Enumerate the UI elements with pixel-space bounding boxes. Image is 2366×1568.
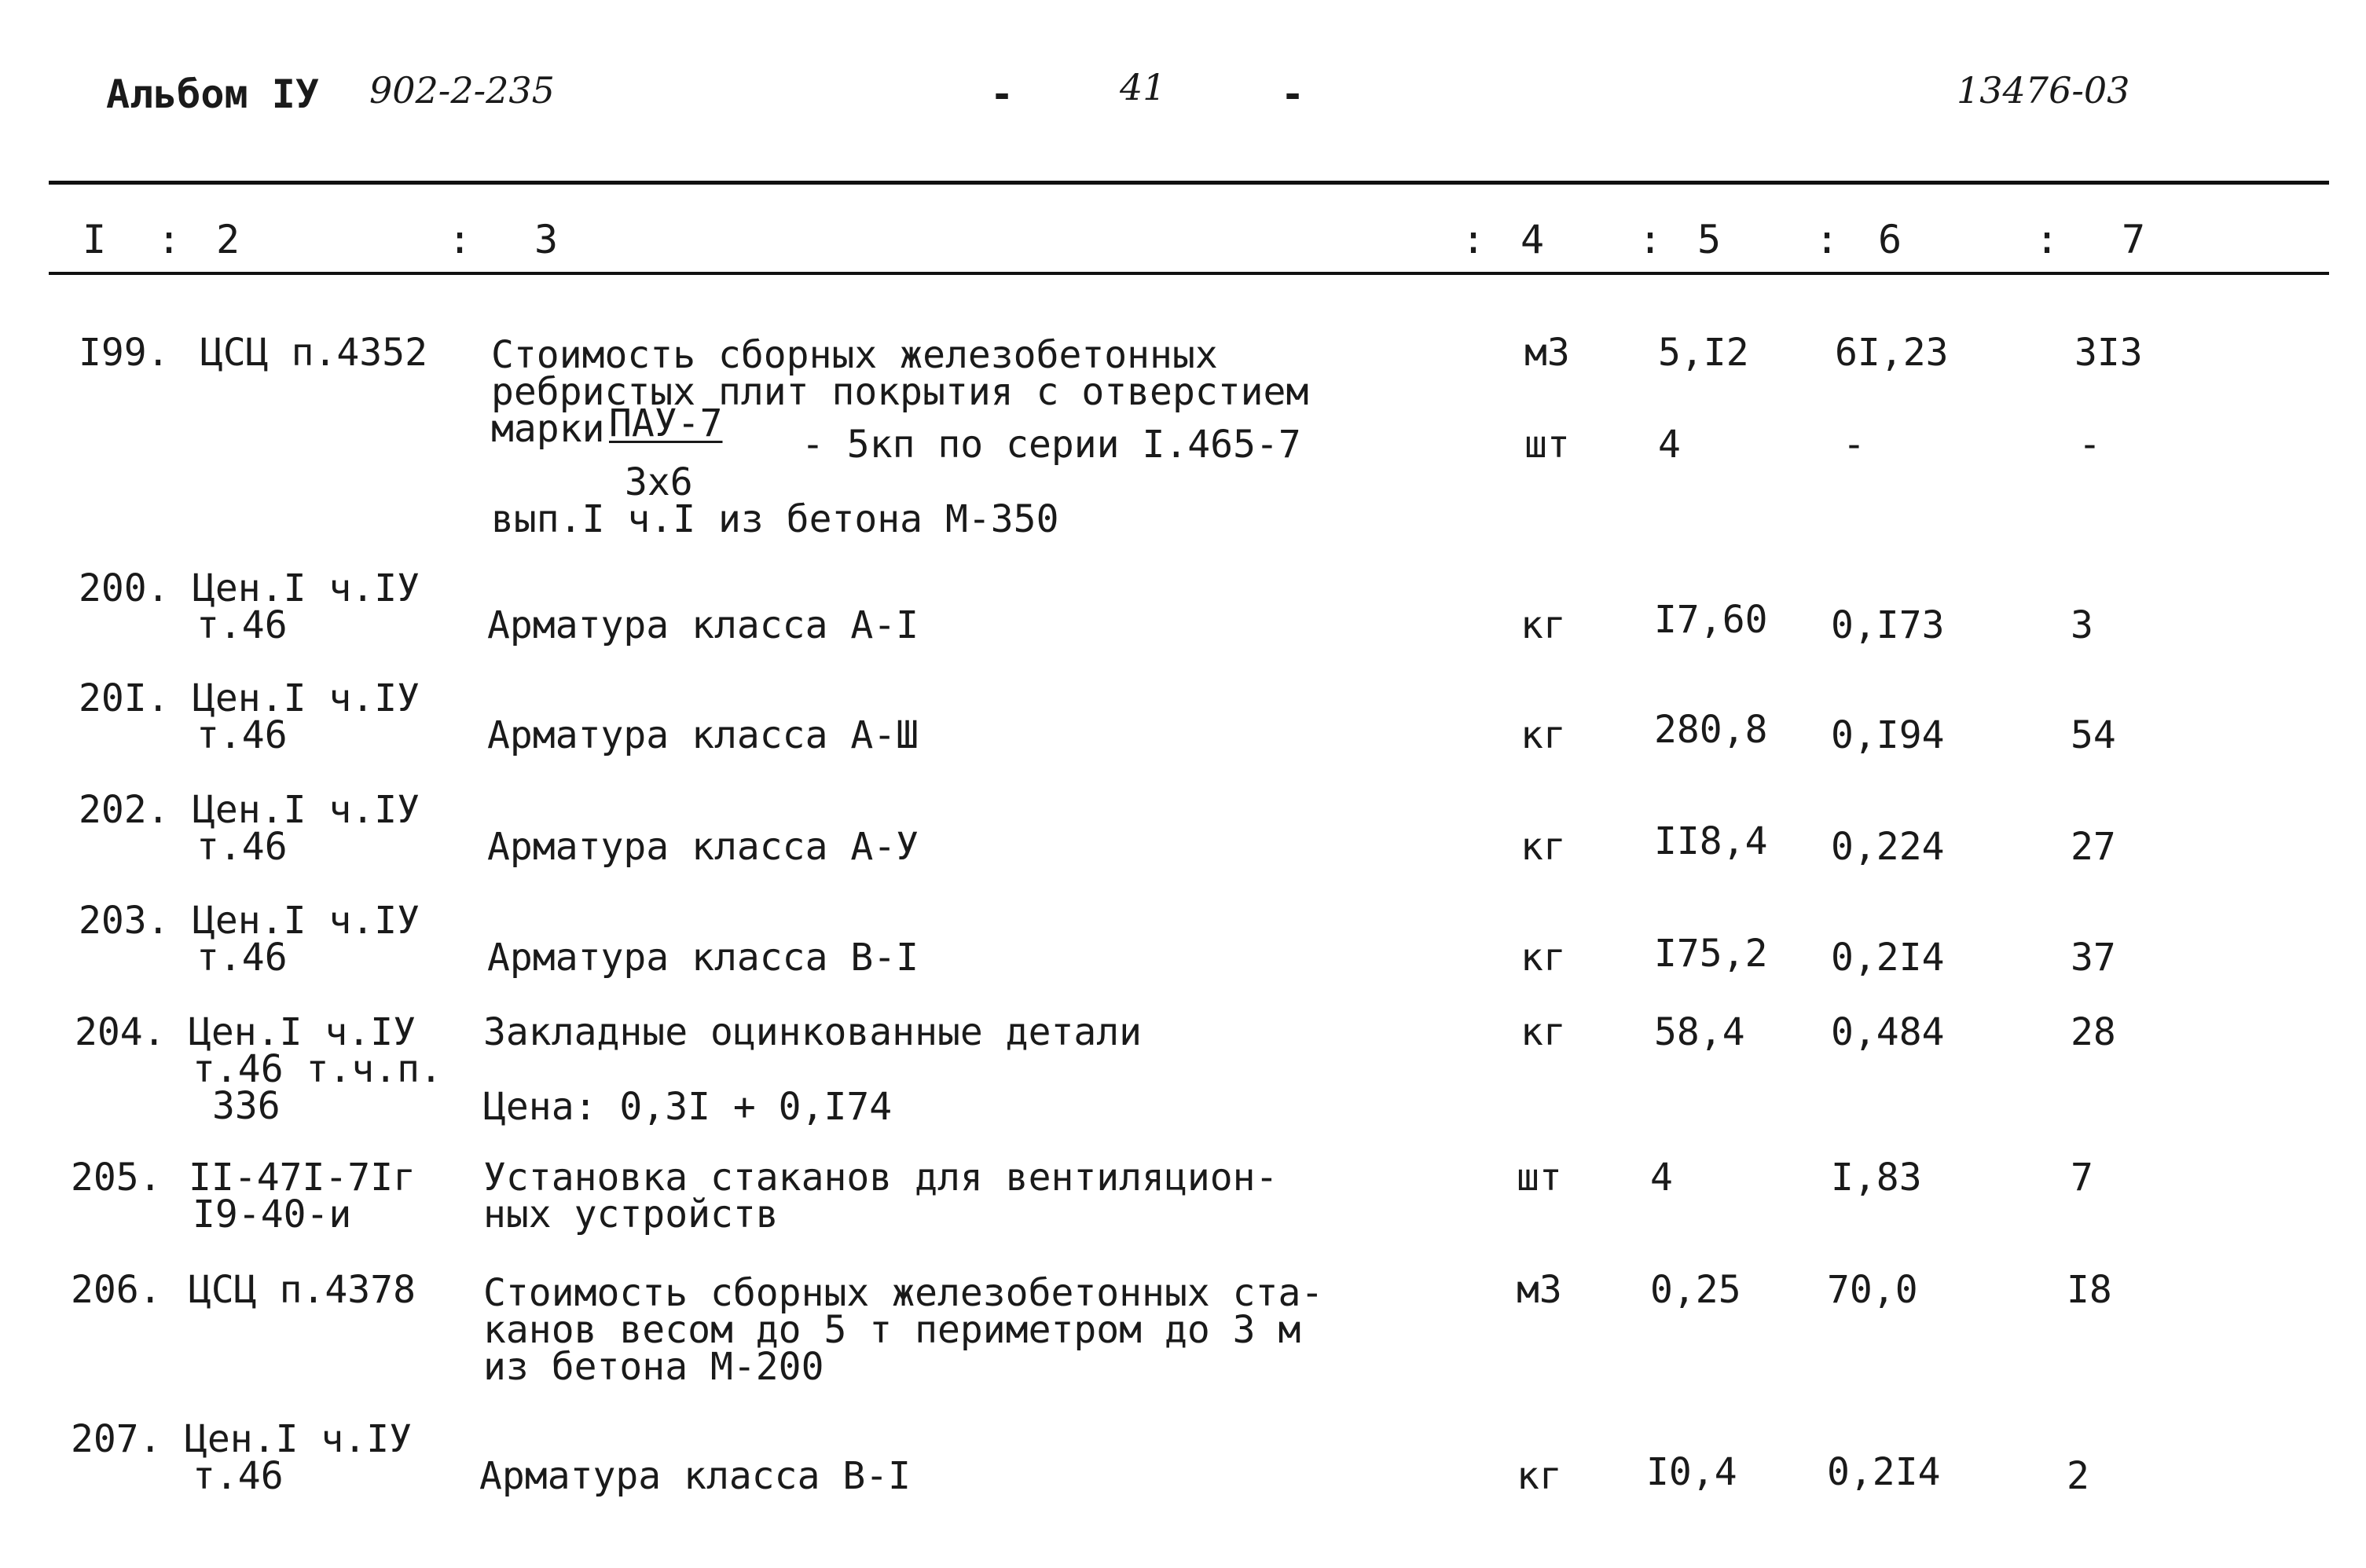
row-desc: Стоимость сборных железобетонных [491,333,1218,377]
row-qty: 58,4 [1654,1010,1745,1054]
row-total: I8 [2067,1268,2112,1312]
row-desc: Цена: 0,3I + 0,I74 [483,1085,893,1129]
row-price: - [1843,423,1865,467]
page-dash-right: - [1281,71,1305,117]
row-price: 0,224 [1831,825,1945,869]
row-price: 0,2I4 [1827,1450,1941,1494]
row-number: 205. [71,1156,162,1200]
col-sep: : [1815,217,1840,262]
row-number: 206. [71,1268,162,1312]
row-code: Цен.I ч.IУ [193,788,420,832]
row-desc: марки [491,407,605,451]
album-label: Альбом IУ [106,71,319,117]
row-number: 203. [79,899,170,943]
row-price: 0,I73 [1831,603,1945,647]
page-dash-left: - [990,71,1014,117]
row-code: Цен.I ч.IУ [185,1417,412,1461]
col-sep: : [1462,217,1486,262]
row-desc: из бетона М-200 [483,1345,824,1389]
row-code: т.46 [196,713,288,757]
row-desc-mark: ПАУ-7 [609,401,723,445]
page-number: 41 [1120,66,1166,108]
row-price: I,83 [1831,1156,1922,1200]
row-number: 20I. [79,676,170,720]
row-desc: ных устройств [483,1192,779,1236]
row-total: 3 [2071,603,2093,647]
row-total: 37 [2071,936,2116,980]
row-code: т.46 [196,603,288,647]
header-rule [49,272,2329,275]
col-sep: : [1638,217,1663,262]
row-number: 202. [79,788,170,832]
row-desc: Арматура класса А-У [487,825,919,869]
row-total: - [2078,423,2101,467]
row-qty: I7,60 [1654,598,1768,642]
row-desc: Закладные оцинкованные детали [483,1010,1143,1054]
row-desc: Арматура класса В-I [479,1454,912,1498]
row-desc: Арматура класса А-I [487,603,919,647]
row-qty: 4 [1658,423,1681,467]
col-head-3: 3 [534,217,559,262]
row-code: ЦСЦ п.4378 [189,1268,416,1312]
row-desc: Стоимость сборных железобетонных ста- [483,1271,1324,1315]
row-desc: канов весом до 5 т периметром до 3 м [483,1308,1301,1352]
row-code: т.46 т.ч.п. [193,1047,442,1091]
row-desc-fraction: 3х6 [625,460,693,504]
row-total: 28 [2071,1010,2116,1054]
col-sep: : [448,217,472,262]
col-head-1: I [83,217,107,262]
row-desc: - 5кп по серии I.465-7 [802,423,1301,467]
col-head-6: 6 [1878,217,1902,262]
row-code: т.46 [196,825,288,869]
col-head-7: 7 [2122,217,2146,262]
col-head-2: 2 [216,217,240,262]
row-total: 2 [2067,1454,2089,1498]
row-desc: ребристых плит покрытия с отверстием [491,370,1309,414]
row-total: 3I3 [2074,331,2143,375]
row-price: 0,I94 [1831,713,1945,757]
row-desc: Установка стаканов для вентиляцион- [483,1156,1278,1200]
row-qty: I75,2 [1654,932,1768,976]
row-unit: кг [1520,603,1566,647]
row-price: 0,484 [1831,1010,1945,1054]
row-code: т.46 [196,936,288,980]
row-unit: кг [1517,1454,1562,1498]
row-number: I99. [79,331,170,375]
row-desc: Арматура класса В-I [487,936,919,980]
row-unit: м3 [1524,331,1570,375]
row-unit: кг [1520,825,1566,869]
row-price: 0,2I4 [1831,936,1945,980]
row-unit: кг [1520,936,1566,980]
row-number: 200. [79,566,170,610]
row-qty: 280,8 [1654,708,1768,752]
row-code: Цен.I ч.IУ [189,1010,416,1054]
row-price: 70,0 [1827,1268,1918,1312]
row-unit: шт [1524,423,1570,467]
col-head-4: 4 [1520,217,1545,262]
row-code: ЦСЦ п.4352 [200,331,427,375]
row-qty: 5,I2 [1658,331,1749,375]
row-qty: II8,4 [1654,819,1768,863]
row-code: т.46 [193,1454,284,1498]
row-number: 207. [71,1417,162,1461]
top-rule [49,181,2329,185]
row-qty: I0,4 [1646,1450,1737,1494]
row-desc: вып.I ч.I из бетона М-350 [491,497,1059,541]
series-number: 902-2-235 [369,69,555,112]
col-head-5: 5 [1697,217,1722,262]
document-number: 13476-03 [1957,69,2130,112]
row-unit: кг [1520,713,1566,757]
row-total: 7 [2071,1156,2093,1200]
row-code: Цен.I ч.IУ [193,566,420,610]
row-price: 6I,23 [1835,331,1949,375]
row-unit: кг [1520,1010,1566,1054]
row-desc: Арматура класса А-Ш [487,713,919,757]
row-code: II-47I-7Iг [189,1156,416,1200]
col-sep: : [2035,217,2060,262]
col-sep: : [157,217,182,262]
row-code: Цен.I ч.IУ [193,899,420,943]
row-number: 204. [75,1010,166,1054]
row-total: 27 [2071,825,2116,869]
row-qty: 4 [1650,1156,1673,1200]
row-total: 54 [2071,713,2116,757]
row-unit: шт [1517,1156,1562,1200]
row-code: 336 [212,1084,281,1128]
row-qty: 0,25 [1650,1268,1741,1312]
row-code: Цен.I ч.IУ [193,676,420,720]
row-code: I9-40-и [193,1192,352,1236]
row-unit: м3 [1517,1268,1562,1312]
